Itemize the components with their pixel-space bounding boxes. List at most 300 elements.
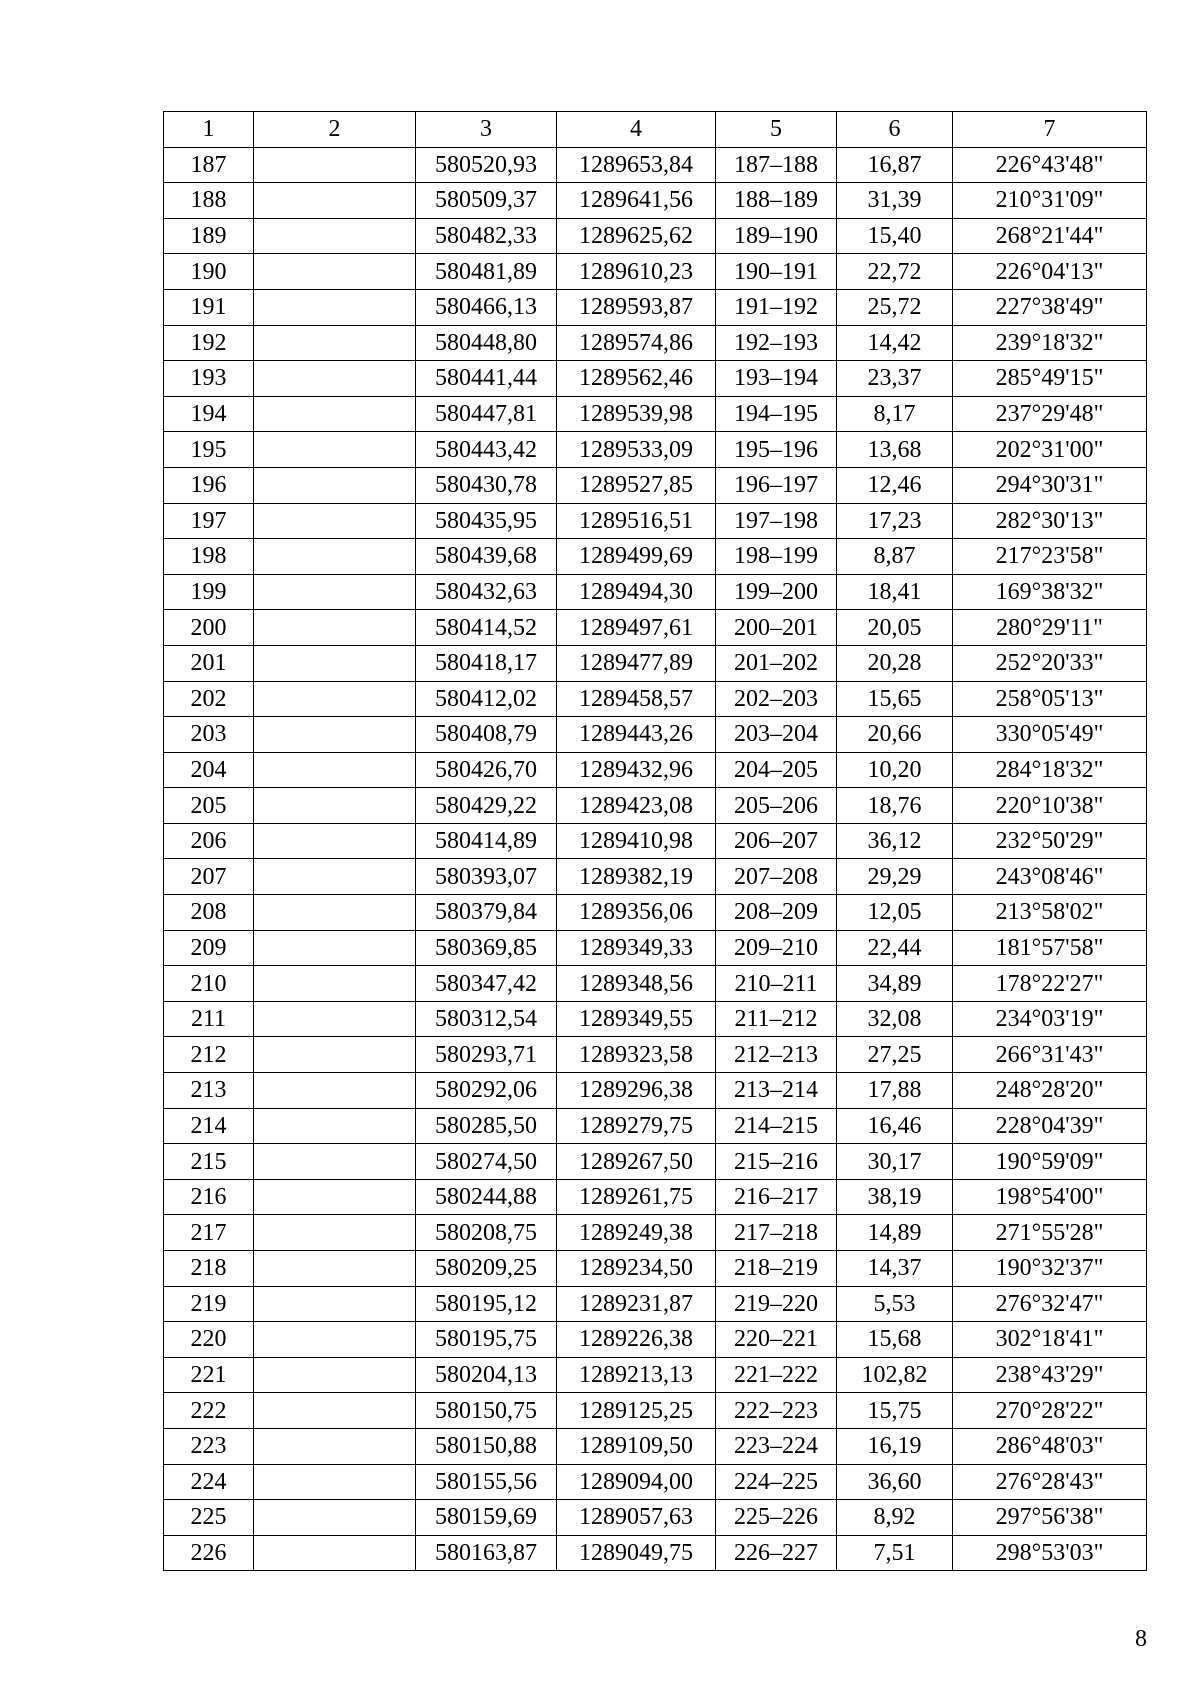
x-coordinate-cell: 580520,93	[416, 147, 557, 183]
segment-cell: 220–221	[716, 1322, 837, 1358]
segment-cell: 218–219	[716, 1251, 837, 1287]
segment-cell: 214–215	[716, 1108, 837, 1144]
bearing-cell: 210°31'09"	[953, 183, 1147, 219]
col2-cell	[254, 539, 416, 575]
bearing-cell: 190°59'09"	[953, 1144, 1147, 1180]
segment-cell: 189–190	[716, 218, 837, 254]
col2-cell	[254, 432, 416, 468]
x-coordinate-cell: 580195,12	[416, 1286, 557, 1322]
bearing-cell: 198°54'00"	[953, 1179, 1147, 1215]
bearing-cell: 248°28'20"	[953, 1073, 1147, 1109]
table-row	[164, 503, 1147, 539]
length-cell: 20,28	[837, 645, 953, 681]
table-row	[164, 645, 1147, 681]
point-number-cell: 195	[164, 432, 254, 468]
point-number-cell: 207	[164, 859, 254, 895]
y-coordinate-cell: 1289497,61	[557, 610, 716, 646]
bearing-cell: 284°18'32"	[953, 752, 1147, 788]
col2-cell	[254, 183, 416, 219]
segment-cell: 213–214	[716, 1073, 837, 1109]
point-number-cell: 213	[164, 1073, 254, 1109]
x-coordinate-cell: 580150,88	[416, 1428, 557, 1464]
bearing-cell: 270°28'22"	[953, 1393, 1147, 1429]
table-row	[164, 1073, 1147, 1109]
x-coordinate-cell: 580195,75	[416, 1322, 557, 1358]
point-number-cell: 205	[164, 788, 254, 824]
bearing-cell: 232°50'29"	[953, 823, 1147, 859]
table-row	[164, 1535, 1147, 1571]
point-number-cell: 208	[164, 895, 254, 931]
length-cell: 8,17	[837, 396, 953, 432]
x-coordinate-cell: 580426,70	[416, 752, 557, 788]
length-cell: 15,75	[837, 1393, 953, 1429]
header-cell-2: 2	[254, 112, 416, 148]
bearing-cell: 178°22'27"	[953, 966, 1147, 1002]
x-coordinate-cell: 580435,95	[416, 503, 557, 539]
y-coordinate-cell: 1289443,26	[557, 717, 716, 753]
length-cell: 17,88	[837, 1073, 953, 1109]
x-coordinate-cell: 580379,84	[416, 895, 557, 931]
y-coordinate-cell: 1289125,25	[557, 1393, 716, 1429]
segment-cell: 196–197	[716, 467, 837, 503]
y-coordinate-cell: 1289494,30	[557, 574, 716, 610]
y-coordinate-cell: 1289323,58	[557, 1037, 716, 1073]
length-cell: 8,87	[837, 539, 953, 575]
segment-cell: 215–216	[716, 1144, 837, 1180]
point-number-cell: 199	[164, 574, 254, 610]
length-cell: 16,46	[837, 1108, 953, 1144]
y-coordinate-cell: 1289094,00	[557, 1464, 716, 1500]
point-number-cell: 187	[164, 147, 254, 183]
point-number-cell: 188	[164, 183, 254, 219]
segment-cell: 206–207	[716, 823, 837, 859]
bearing-cell: 227°38'49"	[953, 289, 1147, 325]
y-coordinate-cell: 1289261,75	[557, 1179, 716, 1215]
x-coordinate-cell: 580292,06	[416, 1073, 557, 1109]
x-coordinate-cell: 580481,89	[416, 254, 557, 290]
length-cell: 10,20	[837, 752, 953, 788]
segment-cell: 195–196	[716, 432, 837, 468]
y-coordinate-cell: 1289057,63	[557, 1500, 716, 1536]
length-cell: 12,46	[837, 467, 953, 503]
x-coordinate-cell: 580448,80	[416, 325, 557, 361]
table-row	[164, 1001, 1147, 1037]
point-number-cell: 191	[164, 289, 254, 325]
bearing-cell: 294°30'31"	[953, 467, 1147, 503]
point-number-cell: 211	[164, 1001, 254, 1037]
table-row	[164, 1357, 1147, 1393]
bearing-cell: 271°55'28"	[953, 1215, 1147, 1251]
length-cell: 12,05	[837, 895, 953, 931]
length-cell: 16,87	[837, 147, 953, 183]
table-row	[164, 1251, 1147, 1287]
segment-cell: 210–211	[716, 966, 837, 1002]
bearing-cell: 268°21'44"	[953, 218, 1147, 254]
col2-cell	[254, 1073, 416, 1109]
table-row	[164, 966, 1147, 1002]
bearing-cell: 297°56'38"	[953, 1500, 1147, 1536]
col2-cell	[254, 1037, 416, 1073]
col2-cell	[254, 218, 416, 254]
point-number-cell: 196	[164, 467, 254, 503]
bearing-cell: 234°03'19"	[953, 1001, 1147, 1037]
table-row	[164, 1393, 1147, 1429]
col2-cell	[254, 681, 416, 717]
bearing-cell: 258°05'13"	[953, 681, 1147, 717]
col2-cell	[254, 1500, 416, 1536]
length-cell: 20,05	[837, 610, 953, 646]
page-number: 8	[1135, 1626, 1147, 1652]
segment-cell: 197–198	[716, 503, 837, 539]
y-coordinate-cell: 1289279,75	[557, 1108, 716, 1144]
table-row	[164, 467, 1147, 503]
length-cell: 36,60	[837, 1464, 953, 1500]
bearing-cell: 285°49'15"	[953, 361, 1147, 397]
length-cell: 36,12	[837, 823, 953, 859]
col2-cell	[254, 1393, 416, 1429]
col2-cell	[254, 1286, 416, 1322]
point-number-cell: 194	[164, 396, 254, 432]
col2-cell	[254, 645, 416, 681]
segment-cell: 222–223	[716, 1393, 837, 1429]
y-coordinate-cell: 1289231,87	[557, 1286, 716, 1322]
x-coordinate-cell: 580441,44	[416, 361, 557, 397]
table-row	[164, 1428, 1147, 1464]
col2-cell	[254, 1215, 416, 1251]
bearing-cell: 217°23'58"	[953, 539, 1147, 575]
length-cell: 34,89	[837, 966, 953, 1002]
length-cell: 102,82	[837, 1357, 953, 1393]
x-coordinate-cell: 580347,42	[416, 966, 557, 1002]
point-number-cell: 204	[164, 752, 254, 788]
col2-cell	[254, 859, 416, 895]
segment-cell: 221–222	[716, 1357, 837, 1393]
segment-cell: 205–206	[716, 788, 837, 824]
segment-cell: 201–202	[716, 645, 837, 681]
col2-cell	[254, 788, 416, 824]
y-coordinate-cell: 1289249,38	[557, 1215, 716, 1251]
col2-cell	[254, 1179, 416, 1215]
segment-cell: 204–205	[716, 752, 837, 788]
x-coordinate-cell: 580159,69	[416, 1500, 557, 1536]
col2-cell	[254, 1322, 416, 1358]
bearing-cell: 239°18'32"	[953, 325, 1147, 361]
point-number-cell: 203	[164, 717, 254, 753]
point-number-cell: 210	[164, 966, 254, 1002]
segment-cell: 198–199	[716, 539, 837, 575]
x-coordinate-cell: 580414,89	[416, 823, 557, 859]
y-coordinate-cell: 1289382,19	[557, 859, 716, 895]
length-cell: 31,39	[837, 183, 953, 219]
col2-cell	[254, 503, 416, 539]
col2-cell	[254, 147, 416, 183]
x-coordinate-cell: 580439,68	[416, 539, 557, 575]
length-cell: 18,76	[837, 788, 953, 824]
table-row	[164, 681, 1147, 717]
x-coordinate-cell: 580408,79	[416, 717, 557, 753]
bearing-cell: 220°10'38"	[953, 788, 1147, 824]
bearing-cell: 330°05'49"	[953, 717, 1147, 753]
col2-cell	[254, 610, 416, 646]
y-coordinate-cell: 1289049,75	[557, 1535, 716, 1571]
x-coordinate-cell: 580418,17	[416, 645, 557, 681]
bearing-cell: 226°04'13"	[953, 254, 1147, 290]
y-coordinate-cell: 1289226,38	[557, 1322, 716, 1358]
x-coordinate-cell: 580312,54	[416, 1001, 557, 1037]
y-coordinate-cell: 1289539,98	[557, 396, 716, 432]
table-body	[164, 147, 1147, 1571]
length-cell: 15,68	[837, 1322, 953, 1358]
table-row	[164, 432, 1147, 468]
table-row	[164, 859, 1147, 895]
length-cell: 15,65	[837, 681, 953, 717]
segment-cell: 217–218	[716, 1215, 837, 1251]
length-cell: 30,17	[837, 1144, 953, 1180]
segment-cell: 199–200	[716, 574, 837, 610]
y-coordinate-cell: 1289516,51	[557, 503, 716, 539]
point-number-cell: 192	[164, 325, 254, 361]
x-coordinate-cell: 580208,75	[416, 1215, 557, 1251]
bearing-cell: 237°29'48"	[953, 396, 1147, 432]
bearing-cell: 190°32'37"	[953, 1251, 1147, 1287]
y-coordinate-cell: 1289653,84	[557, 147, 716, 183]
col2-cell	[254, 895, 416, 931]
y-coordinate-cell: 1289499,69	[557, 539, 716, 575]
x-coordinate-cell: 580447,81	[416, 396, 557, 432]
header-cell-7: 7	[953, 112, 1147, 148]
point-number-cell: 214	[164, 1108, 254, 1144]
point-number-cell: 222	[164, 1393, 254, 1429]
y-coordinate-cell: 1289593,87	[557, 289, 716, 325]
segment-cell: 190–191	[716, 254, 837, 290]
point-number-cell: 193	[164, 361, 254, 397]
table-row	[164, 610, 1147, 646]
y-coordinate-cell: 1289562,46	[557, 361, 716, 397]
length-cell: 20,66	[837, 717, 953, 753]
table-row	[164, 1464, 1147, 1500]
length-cell: 5,53	[837, 1286, 953, 1322]
segment-cell: 200–201	[716, 610, 837, 646]
bearing-cell: 276°28'43"	[953, 1464, 1147, 1500]
col2-cell	[254, 1251, 416, 1287]
bearing-cell: 252°20'33"	[953, 645, 1147, 681]
y-coordinate-cell: 1289213,13	[557, 1357, 716, 1393]
point-number-cell: 225	[164, 1500, 254, 1536]
segment-cell: 193–194	[716, 361, 837, 397]
bearing-cell: 266°31'43"	[953, 1037, 1147, 1073]
table-row	[164, 539, 1147, 575]
table-row	[164, 930, 1147, 966]
col2-cell	[254, 1144, 416, 1180]
table-row	[164, 752, 1147, 788]
y-coordinate-cell: 1289641,56	[557, 183, 716, 219]
length-cell: 15,40	[837, 218, 953, 254]
y-coordinate-cell: 1289109,50	[557, 1428, 716, 1464]
y-coordinate-cell: 1289296,38	[557, 1073, 716, 1109]
col2-cell	[254, 823, 416, 859]
col2-cell	[254, 574, 416, 610]
point-number-cell: 215	[164, 1144, 254, 1180]
point-number-cell: 198	[164, 539, 254, 575]
x-coordinate-cell: 580150,75	[416, 1393, 557, 1429]
bearing-cell: 202°31'00"	[953, 432, 1147, 468]
col2-cell	[254, 1535, 416, 1571]
bearing-cell: 226°43'48"	[953, 147, 1147, 183]
length-cell: 14,37	[837, 1251, 953, 1287]
table-row	[164, 1322, 1147, 1358]
point-number-cell: 226	[164, 1535, 254, 1571]
table-row	[164, 183, 1147, 219]
table-row	[164, 218, 1147, 254]
x-coordinate-cell: 580443,42	[416, 432, 557, 468]
y-coordinate-cell: 1289610,23	[557, 254, 716, 290]
table-row	[164, 1500, 1147, 1536]
length-cell: 17,23	[837, 503, 953, 539]
table-row	[164, 1144, 1147, 1180]
table-row	[164, 1108, 1147, 1144]
point-number-cell: 209	[164, 930, 254, 966]
length-cell: 29,29	[837, 859, 953, 895]
table-row	[164, 361, 1147, 397]
point-number-cell: 189	[164, 218, 254, 254]
table-row	[164, 396, 1147, 432]
point-number-cell: 223	[164, 1428, 254, 1464]
col2-cell	[254, 396, 416, 432]
segment-cell: 225–226	[716, 1500, 837, 1536]
length-cell: 38,19	[837, 1179, 953, 1215]
y-coordinate-cell: 1289574,86	[557, 325, 716, 361]
segment-cell: 208–209	[716, 895, 837, 931]
y-coordinate-cell: 1289348,56	[557, 966, 716, 1002]
y-coordinate-cell: 1289349,55	[557, 1001, 716, 1037]
x-coordinate-cell: 580285,50	[416, 1108, 557, 1144]
point-number-cell: 200	[164, 610, 254, 646]
bearing-cell: 302°18'41"	[953, 1322, 1147, 1358]
length-cell: 8,92	[837, 1500, 953, 1536]
y-coordinate-cell: 1289458,57	[557, 681, 716, 717]
col2-cell	[254, 752, 416, 788]
bearing-cell: 213°58'02"	[953, 895, 1147, 931]
point-number-cell: 219	[164, 1286, 254, 1322]
segment-cell: 219–220	[716, 1286, 837, 1322]
point-number-cell: 224	[164, 1464, 254, 1500]
table-row	[164, 325, 1147, 361]
length-cell: 25,72	[837, 289, 953, 325]
table-row	[164, 147, 1147, 183]
col2-cell	[254, 325, 416, 361]
y-coordinate-cell: 1289267,50	[557, 1144, 716, 1180]
col2-cell	[254, 1464, 416, 1500]
header-row	[164, 112, 1147, 148]
y-coordinate-cell: 1289356,06	[557, 895, 716, 931]
x-coordinate-cell: 580244,88	[416, 1179, 557, 1215]
x-coordinate-cell: 580274,50	[416, 1144, 557, 1180]
length-cell: 27,25	[837, 1037, 953, 1073]
bearing-cell: 169°38'32"	[953, 574, 1147, 610]
point-number-cell: 212	[164, 1037, 254, 1073]
header-cell-3: 3	[416, 112, 557, 148]
coordinates-table	[163, 111, 1147, 1571]
segment-cell: 209–210	[716, 930, 837, 966]
point-number-cell: 221	[164, 1357, 254, 1393]
x-coordinate-cell: 580293,71	[416, 1037, 557, 1073]
col2-cell	[254, 254, 416, 290]
x-coordinate-cell: 580369,85	[416, 930, 557, 966]
x-coordinate-cell: 580430,78	[416, 467, 557, 503]
x-coordinate-cell: 580432,63	[416, 574, 557, 610]
table-row	[164, 289, 1147, 325]
bearing-cell: 228°04'39"	[953, 1108, 1147, 1144]
col2-cell	[254, 1428, 416, 1464]
x-coordinate-cell: 580163,87	[416, 1535, 557, 1571]
y-coordinate-cell: 1289432,96	[557, 752, 716, 788]
y-coordinate-cell: 1289234,50	[557, 1251, 716, 1287]
point-number-cell: 197	[164, 503, 254, 539]
x-coordinate-cell: 580509,37	[416, 183, 557, 219]
length-cell: 18,41	[837, 574, 953, 610]
y-coordinate-cell: 1289533,09	[557, 432, 716, 468]
col2-cell	[254, 717, 416, 753]
x-coordinate-cell: 580155,56	[416, 1464, 557, 1500]
bearing-cell: 276°32'47"	[953, 1286, 1147, 1322]
length-cell: 16,19	[837, 1428, 953, 1464]
segment-cell: 223–224	[716, 1428, 837, 1464]
x-coordinate-cell: 580204,13	[416, 1357, 557, 1393]
point-number-cell: 206	[164, 823, 254, 859]
point-number-cell: 216	[164, 1179, 254, 1215]
y-coordinate-cell: 1289410,98	[557, 823, 716, 859]
x-coordinate-cell: 580429,22	[416, 788, 557, 824]
segment-cell: 202–203	[716, 681, 837, 717]
point-number-cell: 220	[164, 1322, 254, 1358]
length-cell: 13,68	[837, 432, 953, 468]
y-coordinate-cell: 1289477,89	[557, 645, 716, 681]
segment-cell: 216–217	[716, 1179, 837, 1215]
col2-cell	[254, 361, 416, 397]
length-cell: 14,89	[837, 1215, 953, 1251]
point-number-cell: 218	[164, 1251, 254, 1287]
segment-cell: 211–212	[716, 1001, 837, 1037]
segment-cell: 212–213	[716, 1037, 837, 1073]
segment-cell: 187–188	[716, 147, 837, 183]
length-cell: 32,08	[837, 1001, 953, 1037]
point-number-cell: 201	[164, 645, 254, 681]
y-coordinate-cell: 1289527,85	[557, 467, 716, 503]
col2-cell	[254, 467, 416, 503]
point-number-cell: 217	[164, 1215, 254, 1251]
segment-cell: 188–189	[716, 183, 837, 219]
table-row	[164, 895, 1147, 931]
bearing-cell: 298°53'03"	[953, 1535, 1147, 1571]
x-coordinate-cell: 580412,02	[416, 681, 557, 717]
length-cell: 14,42	[837, 325, 953, 361]
segment-cell: 194–195	[716, 396, 837, 432]
length-cell: 22,72	[837, 254, 953, 290]
point-number-cell: 202	[164, 681, 254, 717]
table-row	[164, 1037, 1147, 1073]
col2-cell	[254, 289, 416, 325]
x-coordinate-cell: 580466,13	[416, 289, 557, 325]
y-coordinate-cell: 1289423,08	[557, 788, 716, 824]
segment-cell: 203–204	[716, 717, 837, 753]
col2-cell	[254, 1001, 416, 1037]
table-row	[164, 574, 1147, 610]
segment-cell: 224–225	[716, 1464, 837, 1500]
bearing-cell: 282°30'13"	[953, 503, 1147, 539]
bearing-cell: 243°08'46"	[953, 859, 1147, 895]
table-row	[164, 1179, 1147, 1215]
bearing-cell: 280°29'11"	[953, 610, 1147, 646]
